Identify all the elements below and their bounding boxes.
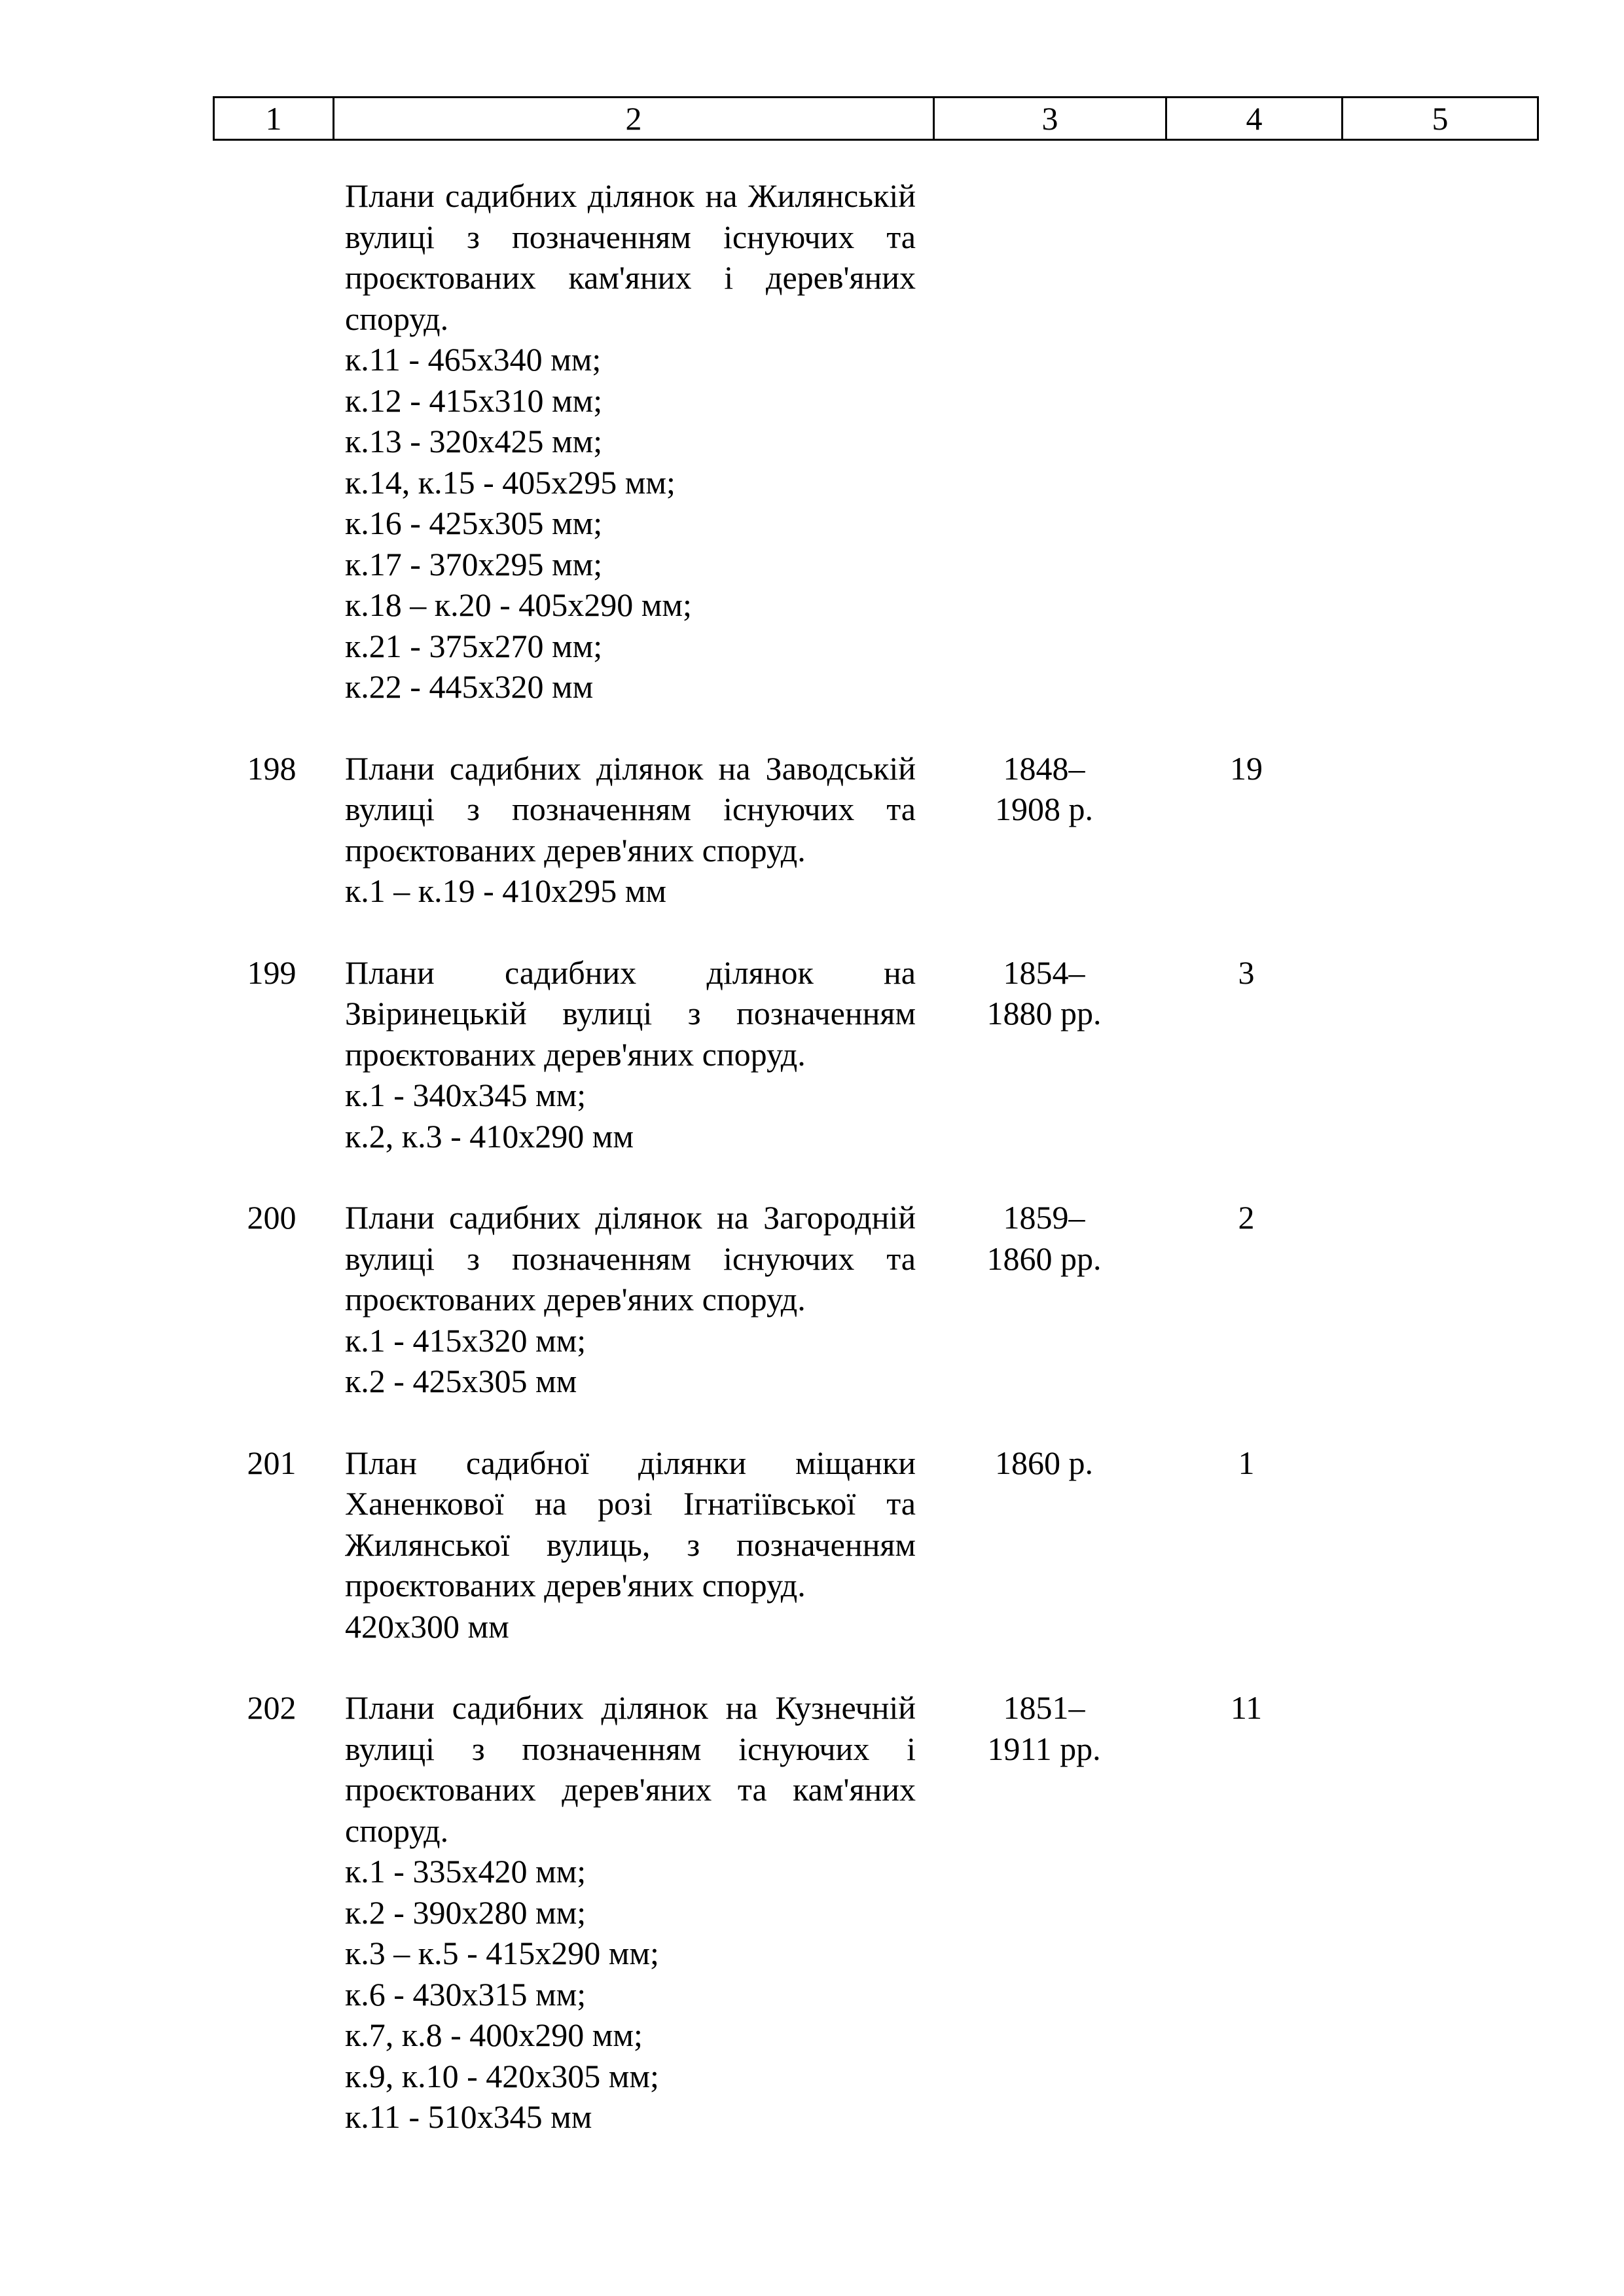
entry-date	[929, 748, 1159, 912]
entry-sizes	[345, 1606, 916, 1647]
entry-size-line: к.22 - 445х320 мм	[345, 668, 594, 705]
entry-sizes	[345, 1851, 916, 2138]
entry-date	[929, 175, 1159, 708]
entry-size-line: к.11 - 510х345 мм	[345, 2098, 592, 2135]
entry-size-line: к.7, к.8 - 400х290 мм;	[345, 2017, 643, 2053]
entry-title: Плани садибних ділянок на Звіринецькій вулиці з позначенням проєктованих дерев'яних споруд.	[345, 954, 916, 1073]
entry-sheet-count: 2	[1238, 1199, 1255, 1236]
entry-size-line: к.11 - 465х340 мм;	[345, 341, 602, 378]
entry-size-line: к.12 - 415х310 мм;	[345, 382, 603, 419]
catalog-entry	[213, 1443, 1527, 1647]
entry-sheet-count: 3	[1238, 954, 1255, 991]
entry-notes	[1333, 175, 1527, 708]
entry-date-line2: 1880 рр.	[986, 995, 1102, 1031]
entry-size-line: к.18 – к.20 - 405х290 мм;	[345, 586, 692, 623]
entry-size-line: к.9, к.10 - 420х305 мм;	[345, 2057, 659, 2094]
entry-title: Плани садибних ділянок на Заводській вулиці з позначенням існуючих та проєктованих дерев'яних споруд.	[345, 749, 916, 869]
entry-title: Плани садибних ділянок на Кузнечній вулиці з позначенням існуючих і проєктованих дерев'яних та кам'яних споруд.	[345, 1689, 916, 1849]
catalog-entry	[213, 748, 1527, 912]
entry-sheet-count: 11	[1230, 1689, 1263, 1726]
entry-description	[345, 952, 916, 1157]
entry-number	[213, 175, 331, 708]
entry-size-line: к.13 - 320х425 мм;	[345, 423, 603, 459]
catalog-entry	[213, 175, 1527, 708]
entry-notes	[1333, 1687, 1527, 2138]
entry-size-line: к.17 - 370х295 мм;	[345, 545, 603, 583]
entry-number: 198	[247, 749, 297, 787]
column-header-row	[214, 98, 1538, 140]
entry-date-line2: 1908 р.	[995, 791, 1093, 827]
entry-date-line1: 1859–	[1003, 1199, 1085, 1236]
entry-sizes	[345, 1320, 916, 1402]
entry-size-line: к.2, к.3 - 410х290 мм	[345, 1117, 634, 1155]
entry-size-line: 420х300 мм	[345, 1607, 509, 1645]
entry-size-line: к.21 - 375х270 мм;	[345, 627, 603, 664]
entry-sizes	[345, 870, 916, 912]
entry-notes	[1333, 1443, 1527, 1647]
entry-notes	[1333, 748, 1527, 912]
entry-size-line: к.2 - 425х305 мм	[345, 1363, 577, 1399]
catalog-entry	[213, 1197, 1527, 1402]
entry-notes	[1333, 952, 1527, 1157]
entry-size-line: к.1 - 335х420 мм;	[345, 1853, 586, 1890]
entry-title: Плани садибних ділянок на Жилянській вулиці з позначенням існуючих та проєктованих кам'яних і дерев'яних споруд.	[345, 177, 916, 337]
catalog-entry	[213, 1687, 1527, 2138]
entry-sheet-count	[1159, 175, 1333, 708]
entry-date-line2: 1860 рр.	[986, 1240, 1102, 1277]
entry-number: 202	[247, 1689, 297, 1726]
column-header-2: 2	[334, 98, 934, 140]
column-header-4: 4	[1166, 98, 1343, 140]
column-header-5: 5	[1343, 98, 1538, 140]
entry-size-line: к.14, к.15 - 405х295 мм;	[345, 463, 676, 501]
entry-date-line1: 1851–	[1003, 1689, 1085, 1726]
entry-size-line: к.1 - 340х345 мм;	[345, 1077, 586, 1113]
entry-date-line2: 1911 рр.	[987, 1730, 1101, 1767]
entry-size-line: к.1 – к.19 - 410х295 мм	[345, 872, 667, 909]
entry-number: 199	[247, 954, 297, 991]
entry-date-line1: 1860 р.	[995, 1444, 1093, 1481]
entry-description	[345, 1687, 916, 2138]
entry-size-line: к.6 - 430х315 мм;	[345, 1975, 586, 2013]
entry-title: Плани садибних ділянок на Загородній вулиці з позначенням існуючих та проєктованих дерев'яних споруд.	[345, 1199, 916, 1318]
entry-size-line: к.2 - 390х280 мм;	[345, 1893, 586, 1931]
entry-description	[345, 1197, 916, 1402]
entry-number: 200	[247, 1199, 297, 1236]
column-header-3: 3	[934, 98, 1166, 140]
catalog-entries	[213, 175, 1527, 2178]
entry-sheet-count: 19	[1230, 749, 1263, 787]
entry-description	[345, 175, 916, 708]
catalog-entry	[213, 952, 1527, 1157]
entry-sizes	[345, 1075, 916, 1157]
entry-date	[929, 952, 1159, 1157]
entry-date	[929, 1197, 1159, 1402]
entry-notes	[1333, 1197, 1527, 1402]
entry-number: 201	[247, 1444, 297, 1481]
entry-size-line: к.3 – к.5 - 415х290 мм;	[345, 1935, 659, 1971]
column-header-1: 1	[214, 98, 334, 140]
entry-date	[929, 1687, 1159, 2138]
entry-size-line: к.1 - 415х320 мм;	[345, 1321, 586, 1359]
entry-date	[929, 1443, 1159, 1647]
entry-title: План садибної ділянки міщанки Ханенкової на розі Ігнатіївської та Жилянської вулиць, з позначенням проєктованих дерев'яних споруд.	[345, 1444, 916, 1604]
entry-sizes	[345, 339, 916, 708]
column-header-table	[213, 96, 1539, 141]
entry-sheet-count: 1	[1238, 1444, 1255, 1481]
entry-description	[345, 1443, 916, 1647]
entry-description	[345, 748, 916, 912]
entry-size-line: к.16 - 425х305 мм;	[345, 505, 603, 541]
entry-date-line1: 1854–	[1003, 954, 1085, 991]
entry-date-line1: 1848–	[1003, 749, 1085, 787]
